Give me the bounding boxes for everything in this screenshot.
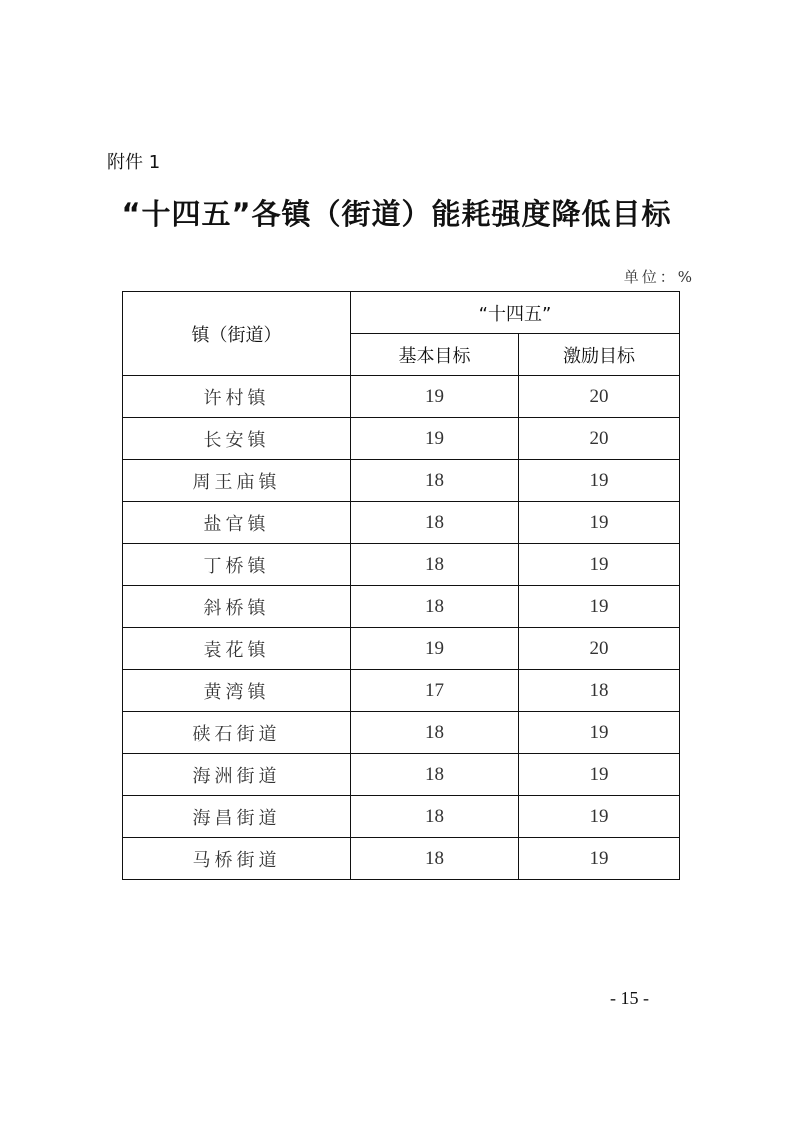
basic-target: 19 bbox=[351, 376, 519, 418]
header-basic: 基本目标 bbox=[351, 334, 519, 376]
incentive-target: 19 bbox=[519, 502, 680, 544]
header-incentive: 激励目标 bbox=[519, 334, 680, 376]
town-name: 黄湾镇 bbox=[123, 670, 351, 712]
basic-target: 18 bbox=[351, 796, 519, 838]
town-name: 许村镇 bbox=[123, 376, 351, 418]
basic-target: 18 bbox=[351, 502, 519, 544]
incentive-target: 20 bbox=[519, 418, 680, 460]
basic-target: 18 bbox=[351, 460, 519, 502]
table-row bbox=[123, 586, 680, 628]
incentive-target: 19 bbox=[519, 712, 680, 754]
basic-target: 18 bbox=[351, 754, 519, 796]
incentive-target: 19 bbox=[519, 544, 680, 586]
table-row bbox=[123, 670, 680, 712]
table-row bbox=[123, 628, 680, 670]
table-row bbox=[123, 418, 680, 460]
table-row bbox=[123, 376, 680, 418]
table-row bbox=[123, 460, 680, 502]
town-name: 周王庙镇 bbox=[123, 460, 351, 502]
incentive-target: 18 bbox=[519, 670, 680, 712]
town-name: 丁桥镇 bbox=[123, 544, 351, 586]
basic-target: 18 bbox=[351, 712, 519, 754]
incentive-target: 19 bbox=[519, 754, 680, 796]
attachment-label: 附件 1 bbox=[107, 152, 161, 173]
town-name: 斜桥镇 bbox=[123, 586, 351, 628]
basic-target: 18 bbox=[351, 838, 519, 880]
unit-label: 单位：% bbox=[623, 268, 695, 286]
table-row bbox=[123, 838, 680, 880]
basic-target: 18 bbox=[351, 544, 519, 586]
town-name: 硖石街道 bbox=[123, 712, 351, 754]
incentive-target: 19 bbox=[519, 796, 680, 838]
table-row bbox=[123, 754, 680, 796]
town-name: 盐官镇 bbox=[123, 502, 351, 544]
table-row bbox=[123, 796, 680, 838]
town-name: 长安镇 bbox=[123, 418, 351, 460]
document-title: “十四五”各镇（街道）能耗强度降低目标 bbox=[121, 197, 672, 231]
header-town: 镇（街道） bbox=[123, 292, 351, 376]
table-row bbox=[123, 712, 680, 754]
town-name: 海洲街道 bbox=[123, 754, 351, 796]
basic-target: 18 bbox=[351, 586, 519, 628]
basic-target: 19 bbox=[351, 628, 519, 670]
basic-target: 19 bbox=[351, 418, 519, 460]
header-group: “十四五” bbox=[351, 292, 680, 334]
incentive-target: 20 bbox=[519, 628, 680, 670]
targets-table bbox=[122, 291, 680, 880]
town-name: 袁花镇 bbox=[123, 628, 351, 670]
incentive-target: 19 bbox=[519, 838, 680, 880]
page-number: - 15 - bbox=[610, 988, 649, 1008]
table-row bbox=[123, 544, 680, 586]
header-row bbox=[123, 292, 680, 334]
incentive-target: 20 bbox=[519, 376, 680, 418]
town-name: 马桥街道 bbox=[123, 838, 351, 880]
table-row bbox=[123, 502, 680, 544]
incentive-target: 19 bbox=[519, 460, 680, 502]
town-name: 海昌街道 bbox=[123, 796, 351, 838]
basic-target: 17 bbox=[351, 670, 519, 712]
incentive-target: 19 bbox=[519, 586, 680, 628]
